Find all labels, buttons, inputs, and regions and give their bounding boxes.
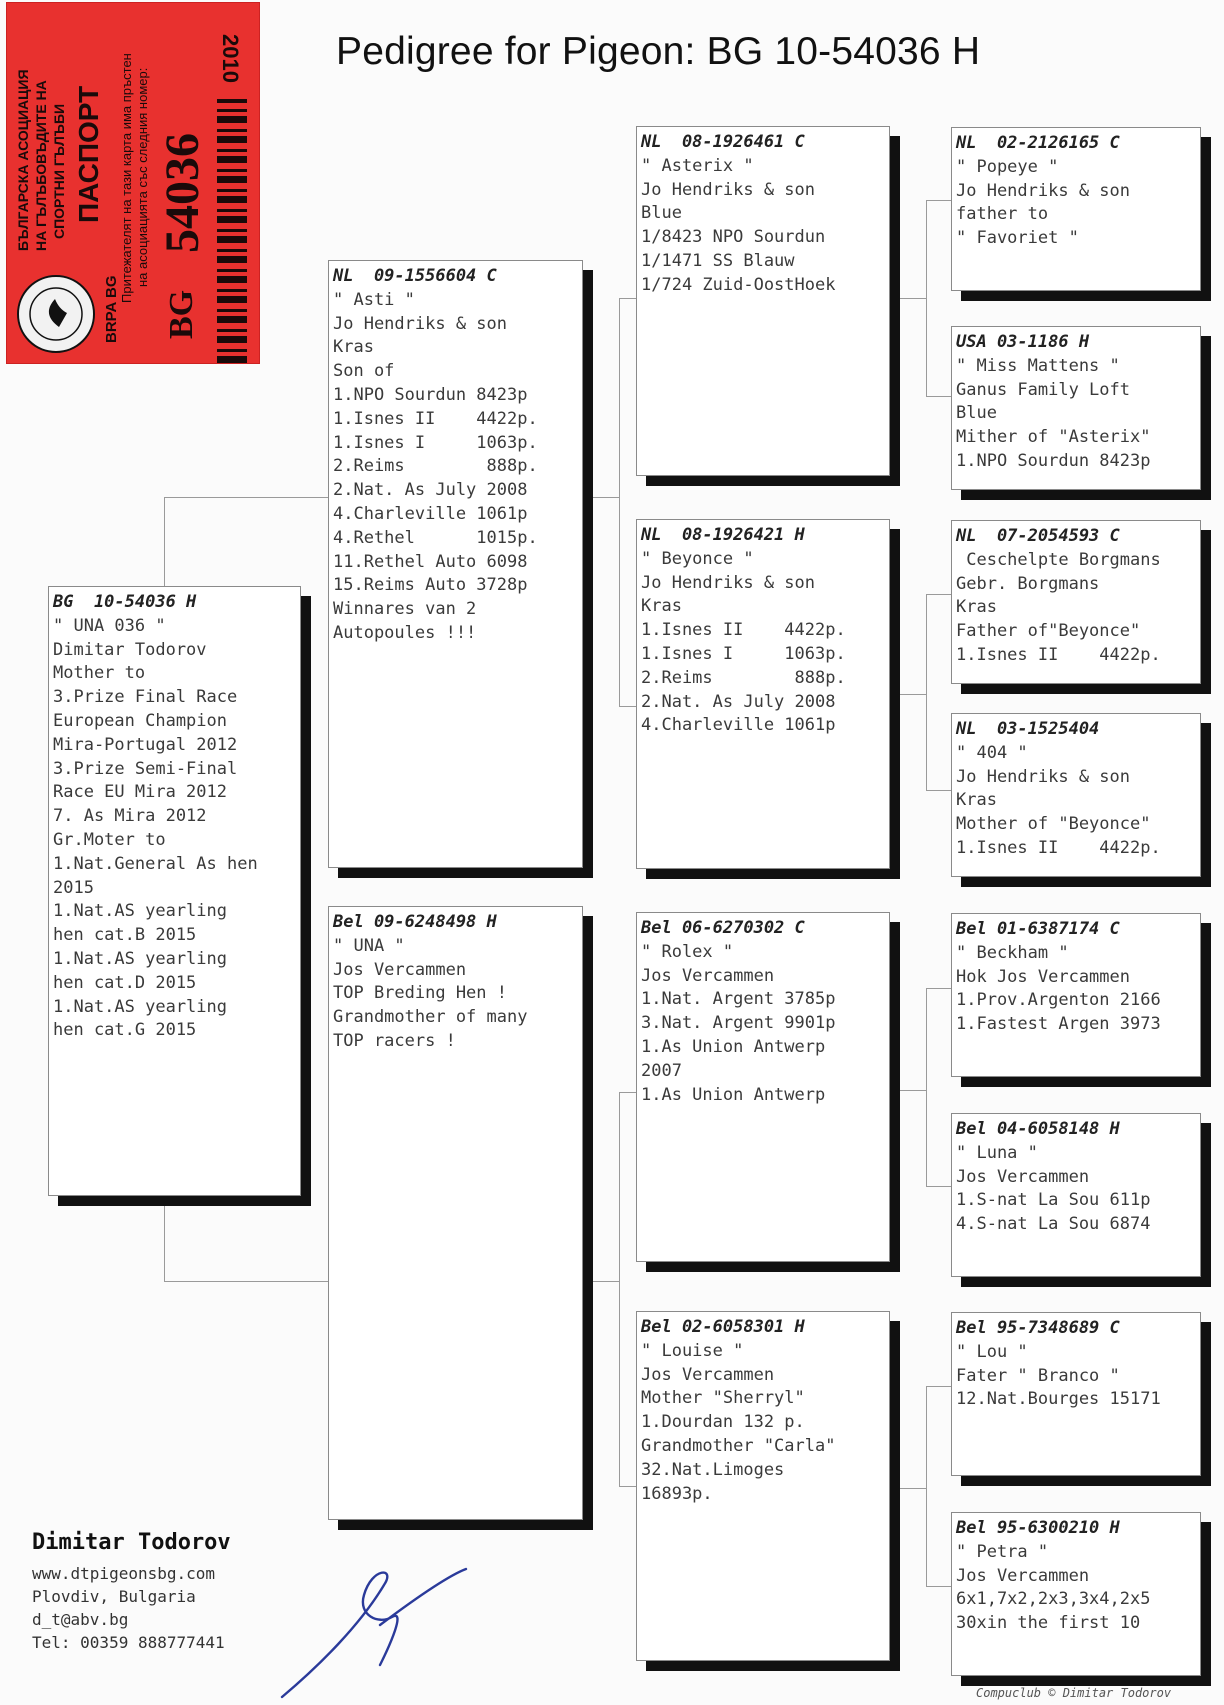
pedigree-card-dd	[636, 1311, 890, 1661]
ring-number: NL 07-2054593 C	[956, 526, 1120, 546]
pedigree-line: 1.Nat.AS yearling	[53, 948, 227, 969]
pedigree-line: Grandmother "Carla"	[641, 1435, 836, 1456]
stamp-ring-number: 54036	[156, 133, 209, 253]
passport-stamp	[6, 2, 260, 364]
pedigree-line: Father of"Beyonce"	[956, 621, 1141, 642]
connector	[900, 1090, 926, 1091]
pedigree-line: 30xin the first 10	[956, 1613, 1141, 1634]
connector	[926, 1586, 952, 1587]
pedigree-line: Blue	[956, 403, 997, 424]
pedigree-line: Mither of "Asterix"	[956, 427, 1151, 448]
pedigree-card-ssd	[951, 326, 1201, 490]
pedigree-card-dss	[951, 913, 1201, 1077]
pedigree-line: 1.Fastest Argen 3973	[956, 1014, 1161, 1035]
pedigree-line: Jo Hendriks & son	[333, 313, 507, 334]
pedigree-line: Dimitar Todorov	[53, 639, 207, 660]
pedigree-line: " Beckham "	[956, 942, 1069, 963]
ring-number: Bel 09-6248498 H	[333, 912, 497, 932]
pedigree-line: hen cat.B 2015	[53, 925, 197, 946]
pedigree-line: 3.Prize Final Race	[53, 687, 238, 708]
pedigree-line: Ganus Family Loft	[956, 379, 1130, 400]
pedigree-line: 2015	[53, 877, 94, 898]
connector	[619, 1486, 637, 1487]
software-credit: Compuclub © Dimitar Todorov	[976, 1686, 1172, 1700]
pedigree-line: 4.Rethel 1015p.	[333, 527, 538, 548]
pedigree-card-ss	[636, 126, 890, 476]
breeder-email: d_t@abv.bg	[32, 1610, 129, 1629]
pedigree-line: " UNA 036 "	[53, 615, 166, 636]
pedigree-line: Jo Hendriks & son	[641, 572, 815, 593]
connector	[164, 497, 165, 587]
stamp-notice-1: Притежателят на тази карта има пръстен	[119, 53, 134, 303]
pedigree-card-sire	[328, 260, 583, 868]
pedigree-line: 1.Isnes II 4422p.	[333, 408, 538, 429]
pedigree-line: 1.S-nat La Sou 611p	[956, 1190, 1151, 1211]
ring-number: Bel 06-6270302 C	[641, 918, 805, 938]
stamp-association-2: НА ГЪЛЪБОВЪДИТЕ НА	[33, 80, 49, 251]
pedigree-line: 1.As Union Antwerp	[641, 1084, 826, 1105]
connector	[593, 1281, 619, 1282]
pedigree-line: 2.Nat. As July 2008	[641, 691, 836, 712]
connector	[926, 594, 952, 595]
stamp-notice-2: на асоциацията със следния номер:	[135, 67, 150, 287]
pedigree-line: Fater " Branco "	[956, 1365, 1120, 1386]
pedigree-line: Jos Vercammen	[641, 1364, 775, 1385]
ring-number: BG 10-54036 H	[53, 592, 197, 612]
pedigree-line: " Rolex "	[641, 941, 734, 962]
pedigree-line: Blue	[641, 203, 682, 224]
connector	[164, 497, 328, 498]
connector	[926, 1386, 927, 1586]
pedigree-line: " Popeye "	[956, 156, 1059, 177]
stamp-year: 2010	[218, 34, 243, 83]
pedigree-line: " Beyonce "	[641, 548, 754, 569]
connector	[164, 1281, 328, 1282]
pedigree-line: Grandmother of many	[333, 1007, 528, 1028]
pedigree-line: 4.Charleville 1061p	[641, 715, 836, 736]
pedigree-line: " 404 "	[956, 742, 1028, 763]
pedigree-line: " Luna "	[956, 1142, 1038, 1163]
connector	[926, 988, 927, 1186]
pedigree-card-sd	[636, 519, 890, 869]
pedigree-card-sds	[951, 520, 1201, 684]
pedigree-line: 1/1471 SS Blauw	[641, 250, 795, 271]
pedigree-line: Jos Vercammen	[956, 1565, 1090, 1586]
pedigree-line: 2.Nat. As July 2008	[333, 480, 528, 501]
pedigree-card-sss	[951, 127, 1201, 291]
pedigree-line: Race EU Mira 2012	[53, 782, 227, 803]
stamp-country: BG	[163, 289, 200, 339]
pedigree-line: 4.Charleville 1061p	[333, 503, 528, 524]
pedigree-line: Mira-Portugal 2012	[53, 734, 238, 755]
pedigree-line: Kras	[333, 337, 374, 358]
ring-number: Bel 02-6058301 H	[641, 1317, 805, 1337]
pedigree-line: 1.NPO Sourdun 8423p	[333, 384, 528, 405]
pedigree-line: 1.As Union Antwerp	[641, 1036, 826, 1057]
pedigree-line: Kras	[956, 790, 997, 811]
connector	[900, 1488, 926, 1489]
pedigree-line: Mother "Sherryl"	[641, 1388, 805, 1409]
pedigree-line: 6x1,7x2,2x3,3x4,2x5	[956, 1589, 1151, 1610]
connector	[926, 790, 952, 791]
ring-number: NL 08-1926461 C	[641, 132, 805, 152]
pedigree-line: Gr.Moter to	[53, 829, 166, 850]
pedigree-line: hen cat.D 2015	[53, 972, 197, 993]
stamp-barcode	[217, 99, 247, 363]
pedigree-line: " Petra "	[956, 1541, 1049, 1562]
pedigree-line: European Champion	[53, 710, 227, 731]
pedigree-line: Kras	[956, 597, 997, 618]
pedigree-line: " Asti "	[333, 289, 415, 310]
stamp-association-1: БЪЛГАРСКА АСОЦИАЦИЯ	[15, 69, 31, 251]
ring-number: NL 02-2126165 C	[956, 133, 1120, 153]
pedigree-card-ddd	[951, 1512, 1201, 1676]
pedigree-line: 2007	[641, 1060, 682, 1081]
pedigree-line: 11.Rethel Auto 6098	[333, 551, 528, 572]
pedigree-line: " Louise "	[641, 1340, 744, 1361]
breeder-location: Plovdiv, Bulgaria	[32, 1587, 196, 1606]
stamp-association-3: СПОРТНИ ГЪЛЪБИ	[51, 103, 67, 239]
pedigree-line: 1/8423 NPO Sourdun	[641, 227, 826, 248]
pedigree-line: 2.Reims 888p.	[641, 667, 846, 688]
brpa-logo	[13, 271, 99, 357]
ring-number: NL 08-1926421 H	[641, 525, 805, 545]
pedigree-card-ds	[636, 912, 890, 1262]
breeder-phone: Tel: 00359 888777441	[32, 1633, 225, 1652]
pedigree-line: Kras	[641, 596, 682, 617]
pedigree-line: 1.Isnes I 1063p.	[641, 643, 846, 664]
stamp-passport-title: ПАСПОРТ	[73, 85, 104, 223]
connector	[619, 1092, 620, 1486]
connector	[619, 706, 637, 707]
connector	[926, 396, 952, 397]
connector	[926, 1386, 952, 1387]
connector	[926, 1186, 952, 1187]
pedigree-line: 1.Isnes I 1063p.	[333, 432, 538, 453]
pedigree-line: Jos Vercammen	[641, 965, 775, 986]
pedigree-line: Jo Hendriks & son	[956, 766, 1130, 787]
connector	[164, 1205, 165, 1281]
pedigree-line: 16893p.	[641, 1483, 713, 1504]
connector	[900, 694, 926, 695]
pedigree-line: " Asterix "	[641, 155, 754, 176]
connector	[926, 200, 927, 396]
connector	[619, 1092, 637, 1093]
connector	[619, 298, 620, 706]
pedigree-line: Jos Vercammen	[333, 959, 467, 980]
pedigree-line: 12.Nat.Bourges 15171	[956, 1389, 1161, 1410]
connector	[926, 200, 952, 201]
pedigree-line: 7. As Mira 2012	[53, 806, 207, 827]
pedigree-line: 1.Isnes II 4422p.	[641, 620, 846, 641]
pedigree-card-subject	[48, 586, 301, 1196]
connector	[619, 298, 637, 299]
pedigree-line: Hok Jos Vercammen	[956, 966, 1130, 987]
pedigree-line: " Favoriet "	[956, 228, 1079, 249]
ring-number: Bel 95-7348689 C	[956, 1318, 1120, 1338]
pedigree-line: Jos Vercammen	[956, 1166, 1090, 1187]
ring-number: NL 09-1556604 C	[333, 266, 497, 286]
pedigree-line: 1.Prov.Argenton 2166	[956, 990, 1161, 1011]
ring-number: NL 03-1525404	[956, 719, 1100, 739]
pedigree-line: 1.Isnes II 4422p.	[956, 837, 1161, 858]
stamp-rotated-content	[7, 3, 259, 363]
pedigree-line: 1.Nat.AS yearling	[53, 996, 227, 1017]
pedigree-line: Mother to	[53, 663, 146, 684]
pedigree-line: Mother of "Beyonce"	[956, 814, 1151, 835]
pedigree-line: Jo Hendriks & son	[641, 179, 815, 200]
pedigree-line: hen cat.G 2015	[53, 1020, 197, 1041]
connector	[900, 298, 926, 299]
stamp-logo-text: BRPA BG	[103, 275, 120, 343]
pedigree-line: 4.S-nat La Sou 6874	[956, 1214, 1151, 1235]
pedigree-line: Gebr. Borgmans	[956, 573, 1100, 594]
ring-number: Bel 04-6058148 H	[956, 1119, 1120, 1139]
signature	[280, 1555, 480, 1705]
pedigree-line: " Miss Mattens "	[956, 355, 1120, 376]
pedigree-line: Autopoules !!!	[333, 622, 477, 643]
pedigree-line: 3.Prize Semi-Final	[53, 758, 238, 779]
page-title: Pedigree for Pigeon: BG 10-54036 H	[336, 30, 981, 73]
pedigree-line: TOP Breding Hen !	[333, 983, 507, 1004]
connector	[593, 497, 619, 498]
pedigree-line: 32.Nat.Limoges	[641, 1459, 785, 1480]
pedigree-line: 1.Nat.AS yearling	[53, 901, 227, 922]
pedigree-line: father to	[956, 204, 1049, 225]
pedigree-line: 1.Dourdan 132 p.	[641, 1412, 805, 1433]
pedigree-card-dam	[328, 906, 583, 1520]
breeder-website: www.dtpigeonsbg.com	[32, 1564, 216, 1583]
pedigree-line: 1.NPO Sourdun 8423p	[956, 450, 1151, 471]
pedigree-line: Ceschelpte Borgmans	[956, 549, 1161, 570]
pedigree-card-dsd	[951, 1113, 1201, 1277]
pedigree-line: 3.Nat. Argent 9901p	[641, 1013, 836, 1034]
pedigree-line: TOP racers !	[333, 1030, 456, 1051]
pedigree-line: Son of	[333, 361, 395, 382]
pedigree-line: 1/724 Zuid-OostHoek	[641, 274, 836, 295]
pedigree-line: Winnares van 2	[333, 599, 477, 620]
ring-number: Bel 01-6387174 C	[956, 919, 1120, 939]
pedigree-line: 15.Reims Auto 3728p	[333, 575, 528, 596]
pedigree-line: " Lou "	[956, 1341, 1028, 1362]
pedigree-line: 1.Isnes II 4422p.	[956, 644, 1161, 665]
connector	[926, 988, 952, 989]
ring-number: USA 03-1186 H	[956, 332, 1090, 352]
pedigree-line: 2.Reims 888p.	[333, 456, 538, 477]
ring-number: Bel 95-6300210 H	[956, 1518, 1120, 1538]
pedigree-card-sdd	[951, 713, 1201, 877]
pedigree-line: 1.Nat. Argent 3785p	[641, 989, 836, 1010]
pedigree-line: 1.Nat.General As hen	[53, 853, 258, 874]
pedigree-card-dds	[951, 1312, 1201, 1476]
connector	[926, 594, 927, 790]
pedigree-line: Jo Hendriks & son	[956, 180, 1130, 201]
breeder-name: Dimitar Todorov	[32, 1530, 231, 1555]
pedigree-line: " UNA "	[333, 935, 405, 956]
